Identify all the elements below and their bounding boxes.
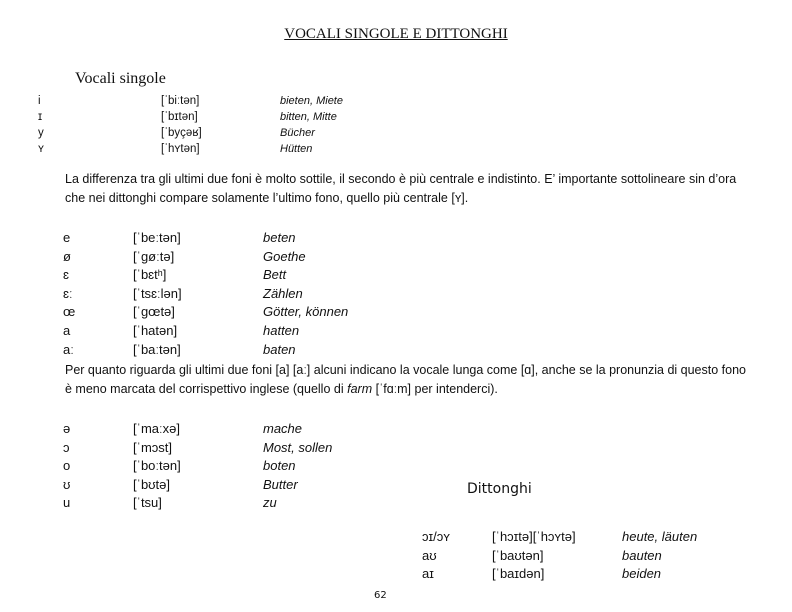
- diphthong-table: [422, 529, 752, 585]
- vowel-symbol: ø: [63, 248, 71, 264]
- diphthong-symbol: aɪ: [422, 566, 434, 581]
- example-words: Goethe: [263, 248, 306, 264]
- diphthong-symbol: ɔɪ/ɔʏ: [422, 529, 450, 544]
- vowel-symbol: ə: [63, 421, 71, 436]
- section-heading-vocali-singole: Vocali singole: [75, 70, 166, 87]
- ipa-transcription: [ˈbiːtən]: [161, 95, 200, 107]
- ipa-transcription: [ˈbaʊtən]: [492, 547, 544, 563]
- example-words: Most, sollen: [263, 439, 333, 455]
- example-words: baten: [263, 341, 296, 357]
- vowel-table-2: [63, 230, 423, 360]
- vowel-symbol: aː: [63, 341, 74, 357]
- page-title: VOCALI SINGOLE E DITTONGHI: [284, 26, 508, 42]
- ipa-transcription: [ˈgœtə]: [133, 304, 175, 320]
- example-word-farm: farm: [347, 381, 373, 396]
- vowel-symbol: i: [38, 95, 41, 107]
- vowel-symbol: ʏ: [38, 143, 44, 155]
- example-words: Bett: [263, 267, 287, 283]
- example-words: Bücher: [280, 127, 315, 139]
- vowel-symbol: ʊ: [63, 476, 71, 492]
- example-words: Butter: [263, 476, 298, 492]
- ipa-transcription: [ˈbaɪdən]: [492, 566, 545, 581]
- example-words: Götter, können: [263, 304, 349, 320]
- diphthong-symbol: aʊ: [422, 547, 437, 563]
- paragraph-tail: per intenderci).: [414, 381, 498, 396]
- vowel-symbol: ɛ: [63, 267, 69, 283]
- example-words: Hütten: [280, 143, 313, 155]
- vowel-symbol: a: [63, 323, 71, 338]
- vowel-symbol: ɪ: [38, 111, 43, 123]
- ipa-transcription: [ˈmɔst]: [133, 439, 172, 455]
- ipa-transcription: [ˈbʊtə]: [133, 476, 171, 492]
- vowel-table-3: [63, 421, 423, 516]
- ipa-transcription: [ˈgøːtə]: [133, 248, 175, 264]
- example-words: bieten, Miete: [280, 95, 343, 107]
- ipa-transcription: [ˈbɪtən]: [161, 111, 198, 123]
- ipa-transcription: [ˈtsɛːlən]: [133, 285, 182, 301]
- ipa-transcription: [ˈtsu]: [133, 495, 162, 510]
- example-words: beten: [263, 230, 296, 245]
- example-words: Zählen: [263, 285, 303, 301]
- vowel-symbol: u: [63, 495, 71, 510]
- vowel-symbol: œ: [63, 304, 76, 320]
- explanation-paragraph-2: [65, 361, 755, 398]
- ipa-transcription: [ˈhɔɪtə][ˈhɔʏtə]: [492, 529, 576, 544]
- vowel-symbol: ɔ: [63, 439, 70, 455]
- section-heading-dittonghi: Dittonghi: [467, 481, 532, 497]
- example-ipa: [ˈfɑːm]: [375, 381, 412, 396]
- ipa-transcription: [ˈboːtən]: [133, 458, 181, 473]
- ipa-transcription: [ˈbaːtən]: [133, 341, 181, 357]
- example-words: bauten: [622, 547, 662, 563]
- vowel-table-1: [38, 95, 398, 159]
- page-number: 62: [374, 590, 387, 601]
- example-words: beiden: [622, 566, 662, 581]
- vowel-symbol: o: [63, 458, 71, 473]
- example-words: mache: [263, 421, 303, 436]
- vowel-symbol: ɛː: [63, 285, 73, 301]
- ipa-transcription: [ˈbyçəʁ]: [161, 127, 202, 139]
- ipa-transcription: [ˈbeːtən]: [133, 230, 181, 245]
- example-words: hatten: [263, 323, 300, 338]
- vowel-symbol: y: [38, 127, 44, 139]
- example-words: boten: [263, 458, 296, 473]
- explanation-paragraph-1: La differenza tra gli ultimi due foni è molto sottile, il secondo è più centrale e indistinto. E’ importante sottolineare sin d’ora che nei dittonghi compare solamente l’ultimo fono, quello più centrale [ʏ].: [65, 172, 737, 205]
- ipa-transcription: [ˈmaːxə]: [133, 421, 180, 436]
- ipa-transcription: [ˈhatən]: [133, 323, 178, 338]
- example-words: bitten, Mitte: [280, 111, 337, 123]
- vowel-symbol: e: [63, 230, 71, 245]
- paragraph-text: Per quanto riguarda gli ultimi due foni [a] [aː] alcuni indicano la vocale lunga come [ɑ], anche se la pronunzia di questo fono è meno marcata del corrispettivo inglese (quello di: [65, 363, 746, 396]
- example-words: heute, läuten: [622, 529, 698, 544]
- example-words: zu: [263, 495, 277, 510]
- ipa-transcription: [ˈhʏtən]: [161, 143, 200, 155]
- ipa-transcription: [ˈbɛtʰ]: [133, 267, 167, 283]
